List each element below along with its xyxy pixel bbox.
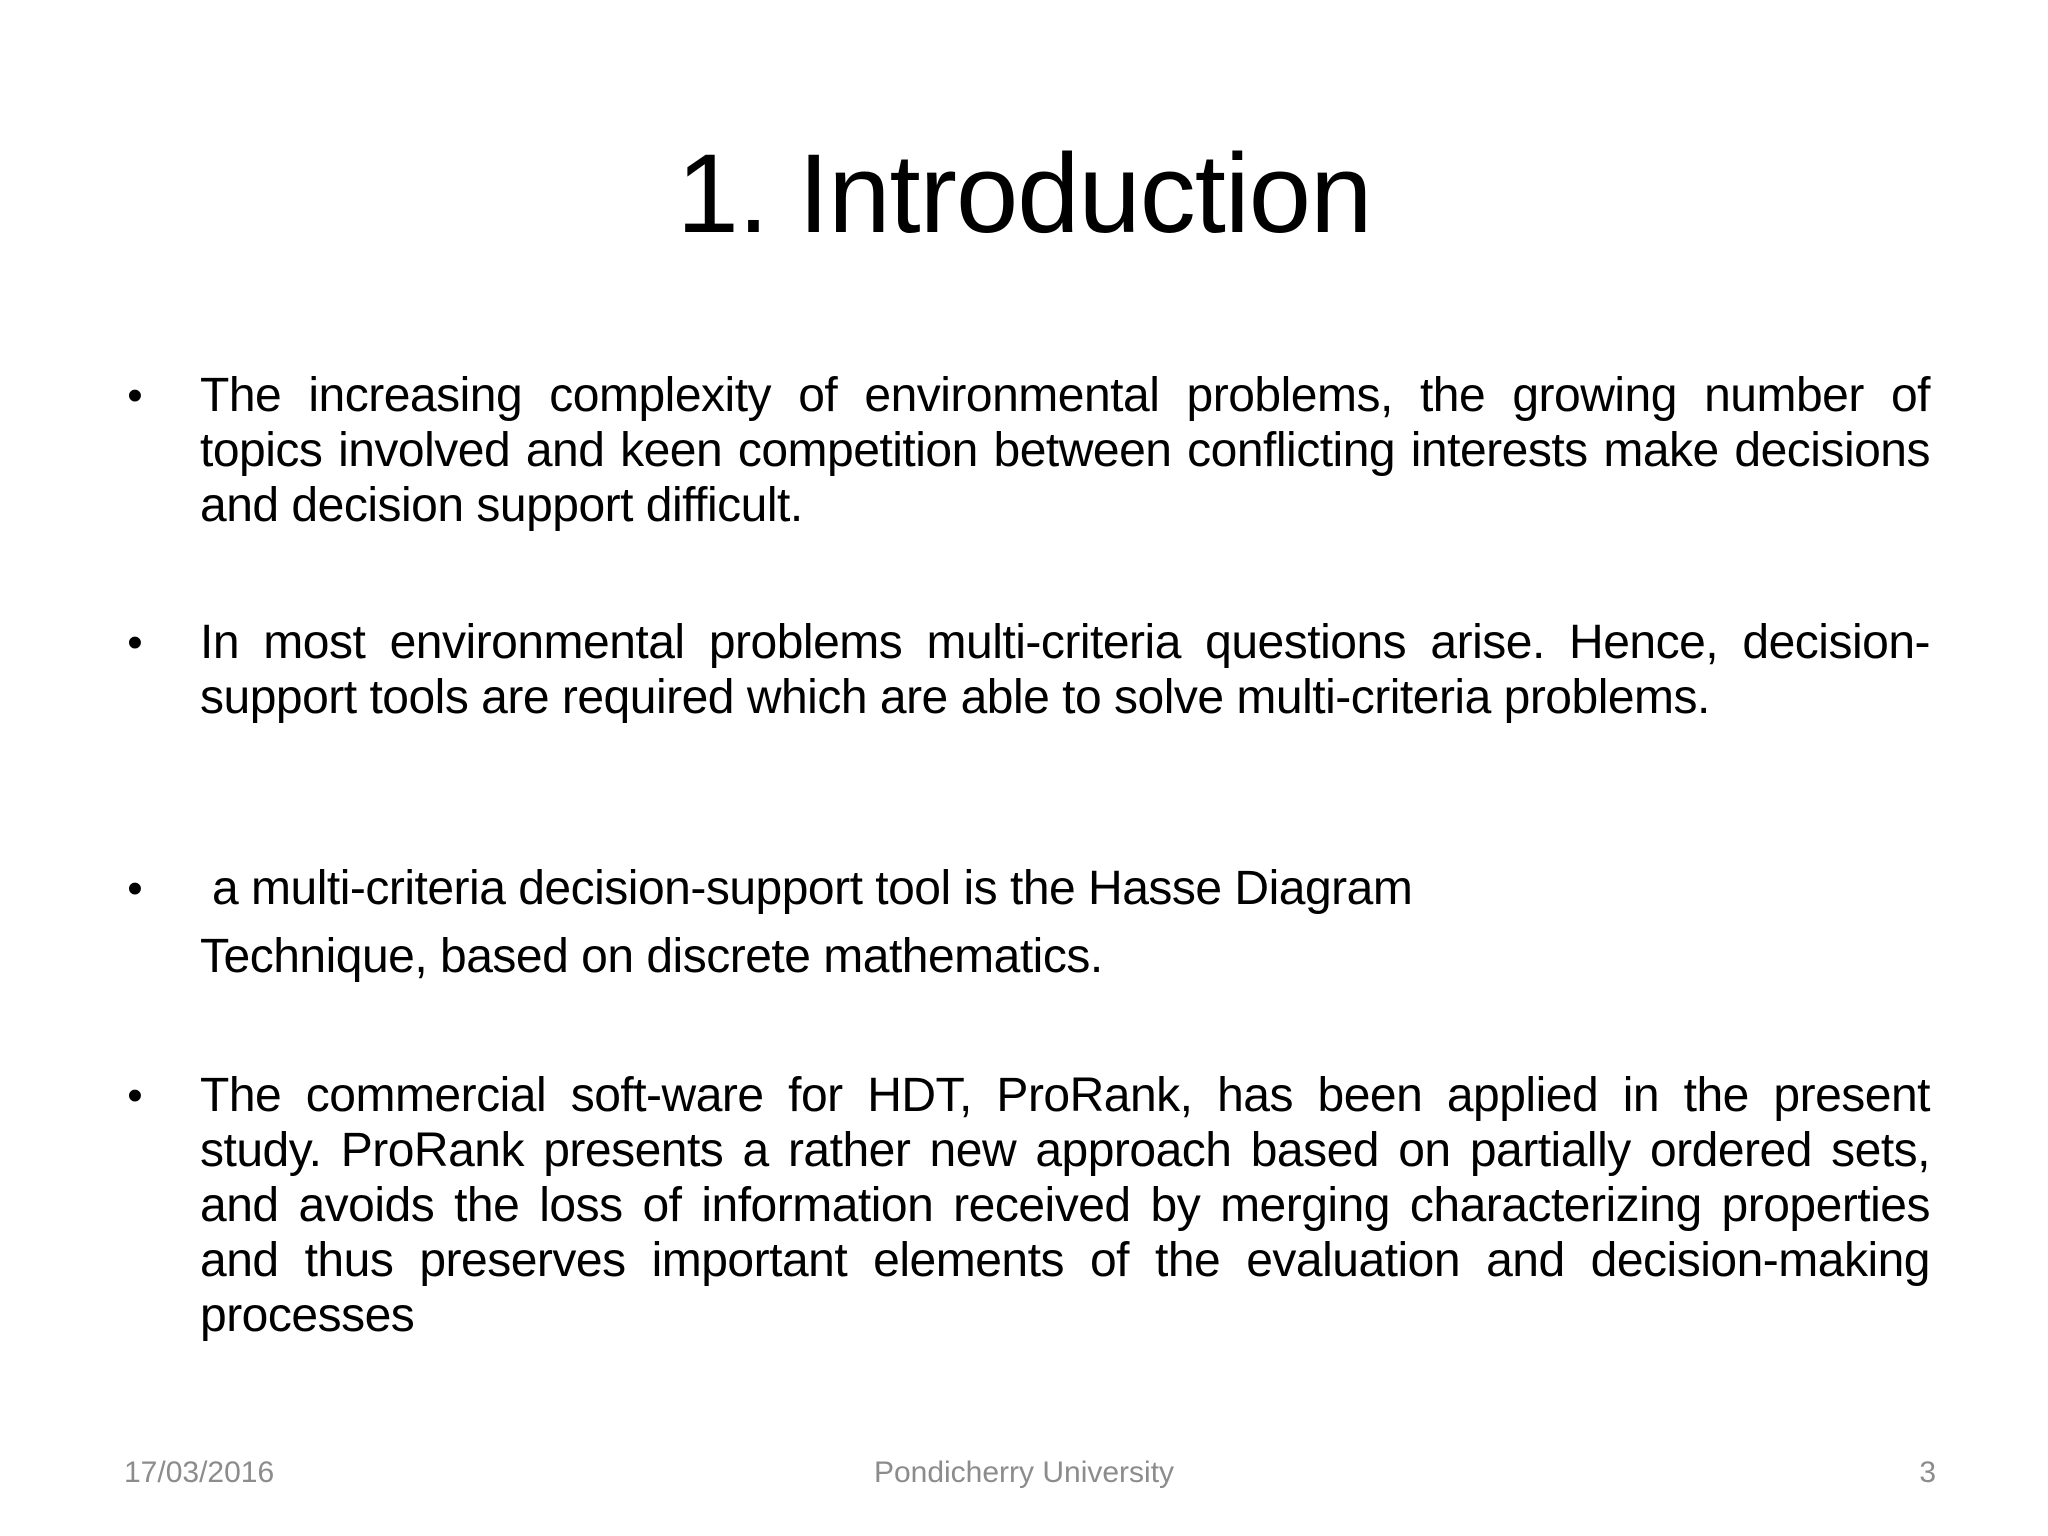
bullet-icon: • [127,371,143,420]
footer-institution: Pondicherry University [873,1456,1175,1489]
bullet-text-4: The commercial soft-ware for HDT, ProRank, has been applied in the present study. ProRank presents a rather new approach based on partially ordered sets, and avoids the loss of information received by merging characterizing properties and thus preserves important elements of the evaluation and decision-making processes [200,1069,1930,1342]
bullet-icon: • [127,618,143,667]
footer-date: 17/03/2016 [124,1456,275,1489]
slide-title: 1. Introduction [676,131,1372,256]
bullet-text-2: In most environmental problems multi-criteria questions arise. Hence, decision-support tools are required which are able to solve multi-criteria problems. [200,616,1930,724]
footer-page-number: 3 [1919,1456,1936,1489]
bullet-text-3-line2: Technique, based on discrete mathematics. [200,930,1103,983]
bullet-text-1: The increasing complexity of environmental problems, the growing number of topics involved and keen competition between conflicting interests make decisions and decision support difficult. [200,369,1930,532]
bullet-icon: • [127,1071,143,1120]
bullet-text-3-line1: a multi-criteria decision-support tool is the Hasse Diagram [212,862,1413,915]
bullet-icon: • [127,864,143,913]
